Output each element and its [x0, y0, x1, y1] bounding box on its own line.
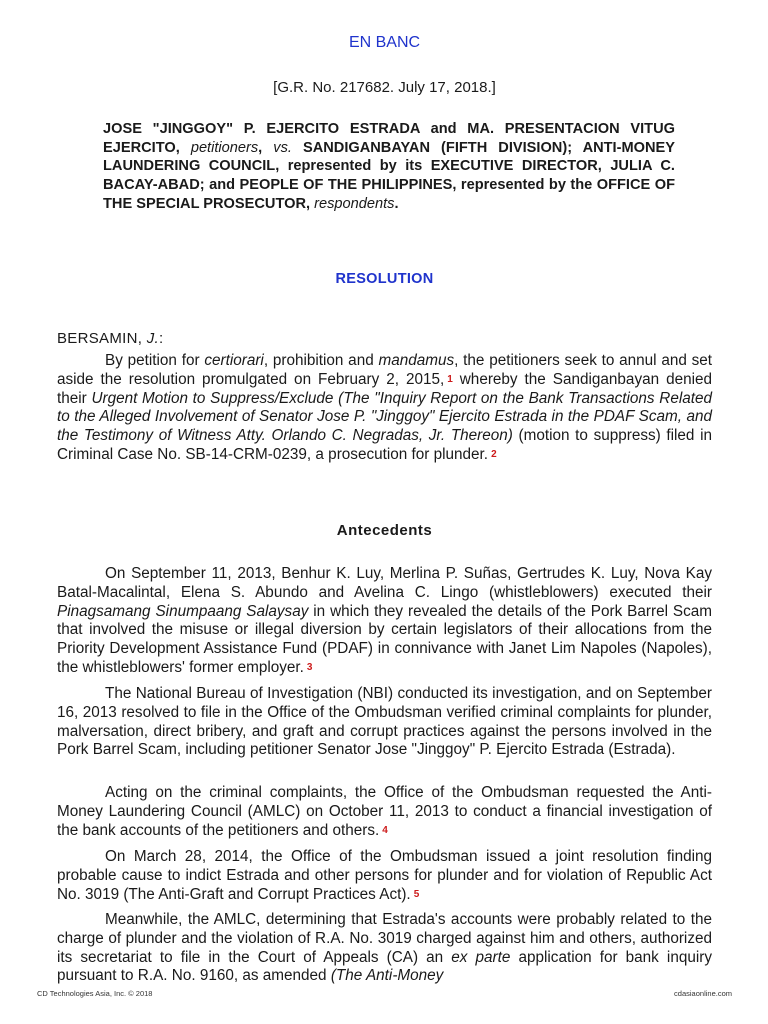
- text-run: Meanwhile, the AMLC, determining that Estrada's accounts were probably related to the charge of plunder and the violation of R.A. No. 3019 charged against him and others, authorized its secretariat to file in the Court of Appeals (CA) an: [57, 911, 712, 966]
- respondents-names: SANDIGANBAYAN (FIFTH DIVISION); ANTI-MONEY LAUNDERING COUNCIL, represented by its EXECUTIVE DIRECTOR, JULIA C. BACAY-ABAD; and PEOPLE OF THE PHILIPPINES, represented by the OFFICE OF THE SPECIAL PROSECUTOR,: [103, 139, 675, 212]
- text-run: application for bank inquiry pursuant to R.A. No. 9160, as amended: [57, 948, 712, 985]
- footnote-link-4[interactable]: 4: [382, 824, 388, 836]
- footnote-link-3[interactable]: 3: [306, 661, 313, 673]
- footer-copyright: CD Technologies Asia, Inc. © 2018: [37, 989, 153, 998]
- ponente: BERSAMIN, J.:: [57, 330, 164, 347]
- text-run: , the petitioners seek to annul and set aside the resolution promulgated on February 2, 2015,: [57, 352, 713, 388]
- intro-paragraph: [57, 352, 712, 465]
- footnote-link-5[interactable]: 5: [413, 888, 420, 900]
- paragraph-3: [57, 784, 712, 840]
- text-run-italic: certiorari: [204, 352, 264, 369]
- paragraph-2: The National Bureau of Investigation (NBI) conducted its investigation, and on September 16, 2013 resolved to file in the Office of the Ombudsman verified criminal complaints for plunder, malversation, direct bribery, and graft and corrupt practices against the persons involved in the Pork Barrel Scam, including petitioner Senator Jose "Jinggoy" P. Ejercito Estrada (Estrada).: [57, 685, 712, 759]
- text-run: By petition for: [105, 352, 205, 369]
- text-run: in which they revealed the details of the Pork Barrel Scam that involved the misuse or illegal diversion by certain legislators of their allocations from the Priority Development Assistance Fund (PDAF) in connivance with Janet Lim Napoles (Napoles), the whistleblowers' former employer.: [57, 602, 712, 676]
- footnote-link-1[interactable]: 1: [447, 373, 453, 385]
- case-number: [G.R. No. 217682. July 17, 2018.]: [273, 79, 496, 96]
- text-run: On March 28, 2014, the Office of the Ombudsman issued a joint resolution finding probable cause to indict Estrada and other persons for plunder and for violation of Republic Act No. 3019 (The Anti-Graft and Corrupt Practices Act).: [57, 848, 712, 903]
- ponente-name: BERSAMIN,: [57, 330, 143, 347]
- section-heading: Antecedents: [336, 522, 433, 539]
- respondents-label: respondents: [314, 195, 395, 212]
- text-run: (motion to suppress) filed in Criminal Case No. SB-14-CRM-0239, a prosecution for plunder.: [57, 427, 712, 463]
- paragraph-4: [57, 848, 712, 904]
- ponente-title: J.: [146, 330, 159, 347]
- text-run-italic: mandamus: [378, 352, 455, 369]
- text-run: On September 11, 2013, Benhur K. Luy, Merlina P. Suñas, Gertrudes K. Luy, Nova Kay Batal-Macalintal, Elena S. Abundo and Avelina C. Lingo (whistleblowers) executed their: [57, 565, 712, 601]
- document-title: RESOLUTION: [335, 271, 434, 287]
- text-run-italic: ex parte: [451, 948, 511, 966]
- text-run: Acting on the criminal complaints, the Office of the Ombudsman requested the Anti-Money Laundering Council (AMLC) on October 11, 2013 to conduct a financial investigation of the bank accounts of the petitioners and others.: [57, 784, 712, 839]
- text-run-italic: (The Anti-Money: [330, 967, 444, 985]
- versus-label: vs.: [273, 139, 292, 156]
- footer-site[interactable]: cdasiaonline.com: [674, 989, 732, 998]
- footnote-link-2[interactable]: 2: [491, 448, 497, 460]
- text-run-italic: Pinagsamang Sinumpaang Salaysay: [57, 602, 309, 620]
- text-run: , prohibition and: [263, 352, 379, 369]
- text-run: whereby the Sandiganbayan denied their: [57, 370, 713, 407]
- court-division: EN BANC: [348, 34, 421, 51]
- petitioners-names: JOSE "JINGGOY" P. EJERCITO ESTRADA and MA. PRESENTACION VITUG EJERCITO,: [103, 121, 675, 156]
- petitioners-label: petitioners: [190, 139, 259, 156]
- paragraph-5: [57, 911, 712, 986]
- paragraph-1: [57, 565, 712, 678]
- case-parties: JOSE "JINGGOY" P. EJERCITO ESTRADA and MA. PRESENTACION VITUG EJERCITO, petitioners, vs. SANDIGANBAYAN (FIFTH DIVISION); ANTI-MONEY LAUNDERING COUNCIL, represented by its EXECUTIVE DIRECTOR, JULIA C. BACAY-ABAD; and PEOPLE OF THE PHILIPPINES, represented by the OFFICE OF THE SPECIAL PROSECUTOR, respondents.: [103, 121, 675, 212]
- text-run-italic: Urgent Motion to Suppress/Exclude (The "Inquiry Report on the Bank Transactions Related to the Alleged Involvement of Senator Jose P. "Jinggoy" Ejercito Estrada in the PDAF Scam, and the Testimony of Witness Atty. Orlando C. Negradas, Jr. Thereon): [57, 389, 712, 445]
